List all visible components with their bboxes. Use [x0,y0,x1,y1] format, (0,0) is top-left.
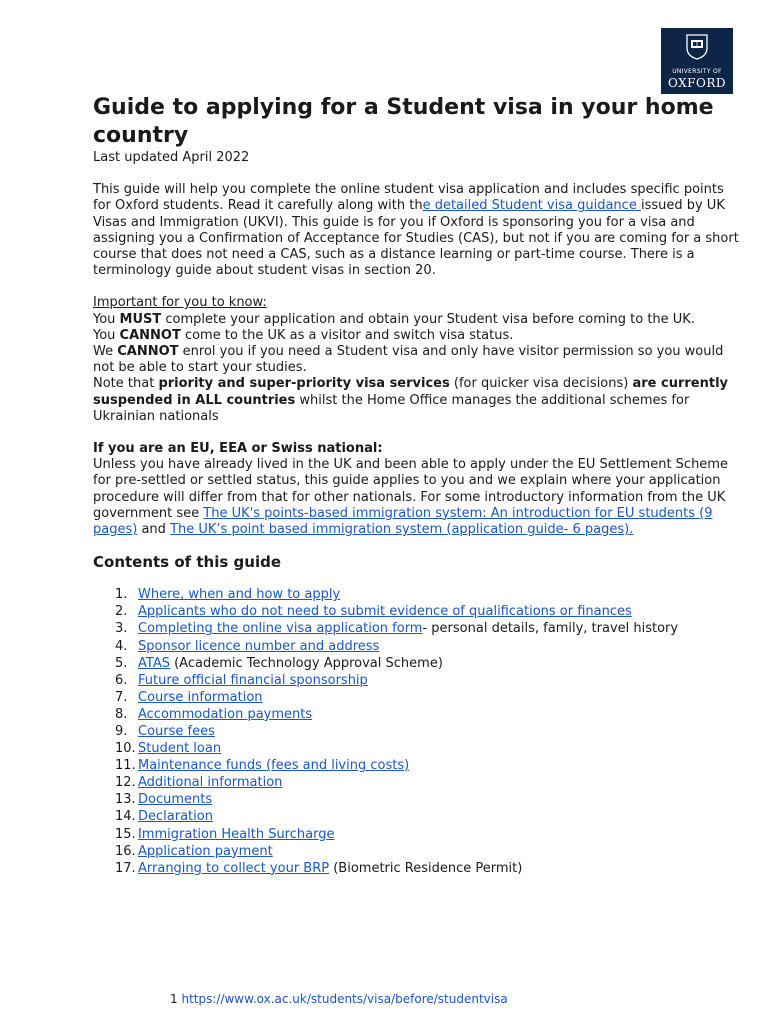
footnote-url-link[interactable]: https://www.ox.ac.uk/students/visa/before/studentvisa [181,992,508,1006]
contents-item-link[interactable]: Future official financial sponsorship [138,672,368,688]
contents-item-link[interactable]: Completing the online visa application form [138,621,423,637]
page-title: Guide to applying for a Student visa in your home country [93,95,714,148]
contents-item-number: 7. [115,689,128,705]
contents-item-link[interactable]: Course fees [138,724,215,740]
must-line: You MUST complete your application and obtain your Student visa before coming to the UK. [93,311,695,327]
last-updated: Last updated April 2022 [93,150,250,165]
contents-item-number: 1. [115,587,128,603]
contents-item-number: 16. [115,843,136,859]
contents-item-link[interactable]: Course information [138,689,263,705]
contents-item-link[interactable]: Applicants who do not need to submit evidence of qualifications or finances [138,604,632,620]
logo-name: OXFORD [668,76,726,90]
contents-item-number: 8. [115,706,128,722]
contents-item-link[interactable]: Accommodation payments [138,706,313,722]
contents-item [93,826,743,843]
contents-item [93,791,743,808]
contents-item-link[interactable]: Arranging to collect your BRP [138,860,330,876]
contents-item-link[interactable]: ATAS [138,655,170,671]
contents-item-link[interactable]: Where, when and how to apply [138,587,341,603]
contents-item-number: 6. [115,672,128,688]
contents-item-link[interactable]: Declaration [138,809,213,825]
contents-item-number: 13. [115,792,136,808]
contents-item [93,843,743,860]
oxford-logo [661,28,733,94]
contents-item-number: 5. [115,655,128,671]
cannot-enrol-line: We CANNOT enrol you if you need a Student visa and only have visitor permission so you would not be able to start your studies. [93,344,724,376]
priority-note: Note that priority and super-priority visa services (for quicker visa decisions) are currently suspended in ALL countries whilst the Home Office manages the additional schemes for Ukrainian nationals [93,376,729,424]
contents-item-number: 11. [115,758,136,774]
contents-item [93,757,743,774]
important-heading: Important for you to know: [93,295,267,311]
contents-heading: Contents of this guide [93,553,281,572]
contents-item-number: 4. [115,638,128,654]
contents-item [93,603,743,620]
contents-item [93,860,743,877]
cannot-visitor-line: You CANNOT come to the UK as a visitor and switch visa status. [93,327,514,343]
intro-paragraph: This guide will help you complete the online student visa application and includes specific points for Oxford students. Read it carefully along with the detailed Student visa guidance issued by UK Visas and Immigration (UKVI). This guide is for you if Oxford is sponsoring you for a visa and assigning you a Confirmation of Acceptance for Studies (CAS), but not if you are coming for a short course that does not need a CAS, such as a distance learning or part-time course. There is a terminology guide about student visas in section 20. [93,182,739,279]
eu-intro-link[interactable]: The UK's points-based immigration system: An introduction for EU students (9 pages) [93,505,713,538]
contents-item [93,638,743,655]
contents-item-number: 9. [115,724,128,740]
contents-item-link[interactable]: Additional information [138,775,283,791]
contents-item-number: 2. [115,604,128,620]
footnote-number: 1 [170,992,178,1006]
contents-item-number: 10. [115,741,136,757]
contents-item [93,620,743,637]
contents-list [93,586,743,877]
contents-item [93,586,743,603]
footnote [170,992,508,1006]
eu-paragraph: Unless you have already lived in the UK and been able to apply under the EU Settlement Scheme for pre-settled or settled status, this guide applies to you and we explain where your application procedure will differ from that for other nationals. For some introductory information from the UK government see The UK's points-based immigration system: An introduction for EU students (9 pages) and The UK’s point based immigration system (application guide- 6 pages). [93,457,728,538]
contents-item-link[interactable]: Student loan [138,741,222,757]
crest-icon [686,34,708,60]
contents-item [93,706,743,723]
contents-item-link[interactable]: Immigration Health Surcharge [138,826,335,842]
contents-item [93,774,743,791]
contents-item-number: 17. [115,860,136,876]
eu-heading: If you are an EU, EEA or Swiss national: [93,441,383,457]
eu-application-guide-link[interactable]: The UK’s point based immigration system (application guide- 6 pages). [170,522,634,538]
contents-item [93,655,743,672]
contents-item-description: (Biometric Residence Permit) [329,860,523,876]
contents-item-number: 12. [115,775,136,791]
contents-item-number: 15. [115,826,136,842]
contents-item-description: - personal details, family, travel history [422,621,679,637]
contents-item [93,723,743,740]
contents-item [93,808,743,825]
contents-item [93,740,743,757]
contents-item-link[interactable]: Application payment [138,843,273,859]
logo-university-line: UNIVERSITY OF [672,68,722,75]
student-visa-guidance-link[interactable]: e detailed Student visa guidance [422,198,641,214]
contents-item [93,689,743,706]
contents-item-description: (Academic Technology Approval Scheme) [169,655,443,671]
document-body [93,94,743,877]
contents-item [93,672,743,689]
contents-item-number: 3. [115,621,128,637]
contents-item-number: 14. [115,809,136,825]
contents-item-link[interactable]: Maintenance funds (fees and living costs) [138,758,410,774]
contents-item-link[interactable]: Sponsor licence number and address [138,638,380,654]
contents-item-link[interactable]: Documents [138,792,213,808]
